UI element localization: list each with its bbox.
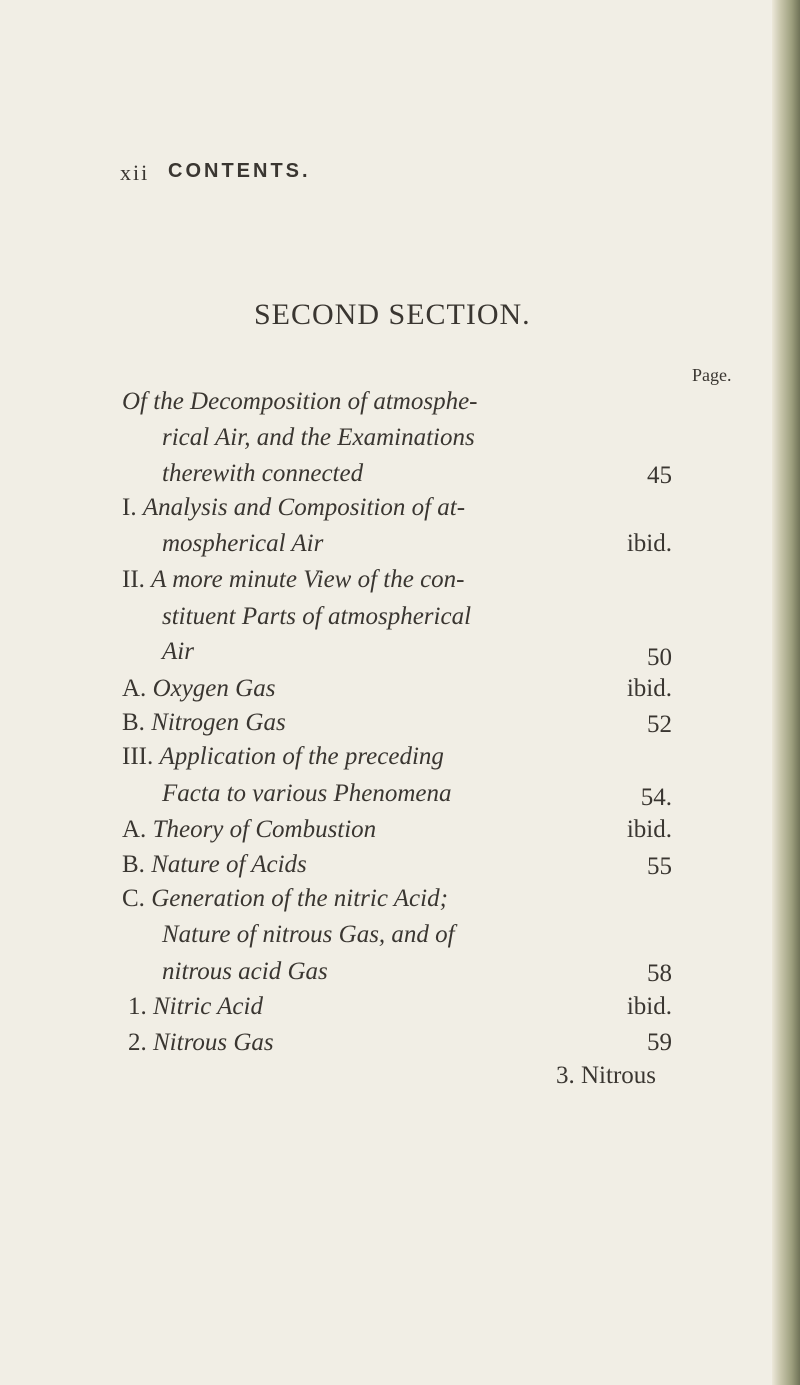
toc-page-number: 45 [647,462,672,489]
toc-entry-line: A. Theory of Combustion [122,816,377,843]
toc-page-number: 58 [647,960,672,987]
toc-entry-line: II. A more minute View of the con- [122,566,465,593]
toc-entry-line: Nature of nitrous Gas, and of [162,921,455,948]
toc-entry-marker: II. [122,566,145,593]
toc-entry-line: C. Generation of the nitric Acid; [122,885,448,912]
toc-entry-marker: B. [122,709,145,736]
toc-entry-line: B. Nitrogen Gas [122,709,286,736]
toc-entry-line: 2. Nitrous Gas [128,1029,274,1056]
toc-page-number: 59 [647,1029,672,1056]
toc-entry-marker: 2. [128,1029,147,1056]
toc-entry-line: Of the Decomposition of atmosphe- [122,388,478,415]
toc-entry-line: rical Air, and the Examinations [162,424,475,451]
toc-entry-marker: I. [122,494,137,521]
toc-entry-line: I. Analysis and Composition of at- [122,494,466,521]
toc-entry-line: nitrous acid Gas [162,958,328,985]
toc-entry-line: mospherical Air [162,530,324,557]
toc-page-number: 54. [640,784,672,811]
toc-page-number: ibid. [626,816,672,843]
section-title: SECOND SECTION. [254,298,531,331]
page-column-label: Page. [692,365,732,385]
toc-entry-marker: A. [122,675,147,702]
toc-entry-line: 1. Nitric Acid [128,993,263,1020]
folio-number: xii [120,160,150,185]
running-title: CONTENTS. [168,160,311,182]
toc-entry-marker: III. [122,743,154,770]
toc-page-number: ibid. [626,530,672,557]
toc-entry-marker: C. [122,885,145,912]
toc-entry-marker: 1. [128,993,147,1020]
toc-entry-line: B. Nature of Acids [122,851,307,878]
toc-page-number: 50 [647,644,672,671]
toc-entry-line: therewith connected [162,460,364,487]
toc-page-number: 52 [647,711,672,738]
toc-entry-line: A. Oxygen Gas [122,675,276,702]
toc-entry-line: III. Application of the preceding [122,743,444,770]
toc-page-number: ibid. [626,675,672,702]
toc-entry-marker: A. [122,816,147,843]
toc-entry-line: Facta to various Phenomena [162,780,452,807]
catchword: 3. Nitrous [556,1062,656,1089]
page-edge-shadow [772,0,800,1385]
toc-page-number: ibid. [626,993,672,1020]
toc-entry-marker: B. [122,851,145,878]
toc-entry-line: stituent Parts of atmospherical [162,603,472,630]
toc-entry-line: Air [162,638,194,665]
toc-page-number: 55 [647,853,672,880]
